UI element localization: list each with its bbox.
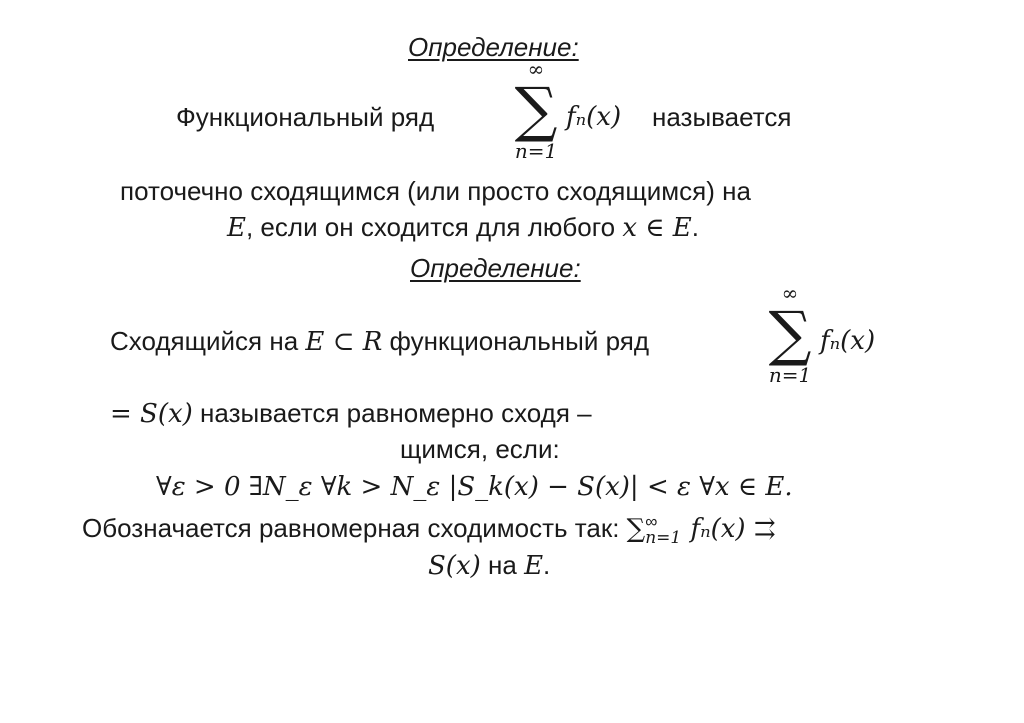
def2-line1: [110, 326, 649, 357]
def2-line1-math: E ⊂ R: [305, 327, 383, 357]
def2-line5-sum-limits: [645, 512, 682, 549]
def2-line5-math: fₙ(x) ⇉: [690, 514, 776, 544]
def1-line3-end: .: [691, 212, 699, 242]
def2-line5-text: Обозначается равномерная сходимость так:: [82, 513, 620, 543]
def1-line1-end: называется: [652, 102, 792, 132]
def2-line1-mid: функциональный ряд: [389, 326, 649, 356]
def1-line3-text: , если он сходится для любого: [245, 212, 616, 242]
def1-sum-symbol: [512, 58, 560, 162]
def1-sum-lower: n=1: [514, 139, 558, 163]
def1-sum-upper: ∞: [527, 57, 545, 81]
def1-term: fₙ(x): [566, 102, 622, 132]
def2-line5-sum-lower: n=1: [645, 528, 682, 549]
def2-line2-text: называется равномерно сходя –: [200, 398, 592, 428]
def2-sum-symbol: [766, 282, 814, 386]
def2-line2-math: = S(x): [110, 399, 193, 429]
definition-heading-2: Определение:: [410, 253, 581, 283]
sigma-icon: ∑: [514, 75, 558, 145]
sigma-icon: ∑: [626, 514, 646, 544]
def2-line6-math: S(x): [428, 551, 481, 581]
def2-line6-text: на: [488, 550, 517, 580]
sigma-icon: ∑: [768, 299, 812, 369]
def1-line3-math: x ∈ E: [622, 213, 692, 243]
def2-line5-sum-upper: ∞: [645, 512, 658, 532]
def2-line5: [82, 512, 776, 549]
def2-line6-var: E: [524, 551, 544, 581]
def1-line2: поточечно сходящимся (или просто сходящимся) на: [120, 176, 751, 206]
def2-line6: [428, 550, 550, 581]
def2-sum-upper: ∞: [781, 281, 799, 305]
def1-line1-text: Функциональный ряд: [176, 102, 435, 132]
def2-line6-end: .: [543, 550, 551, 580]
def2-line1-text: Сходящийся на: [110, 326, 299, 356]
def2-line3: щимся, если:: [400, 434, 560, 464]
def2-condition: ∀ε > 0 ∃N_ε ∀k > N_ε |S_k(x) − S(x)| < ε ∀x ∈ E.: [156, 472, 793, 502]
def1-line3-var: E: [227, 213, 246, 243]
def2-line2: [110, 398, 592, 429]
def1-line3: [227, 212, 699, 243]
def2-term: fₙ(x): [820, 326, 876, 356]
definition-heading-1: Определение:: [408, 32, 579, 62]
def2-sum-lower: n=1: [768, 363, 812, 387]
